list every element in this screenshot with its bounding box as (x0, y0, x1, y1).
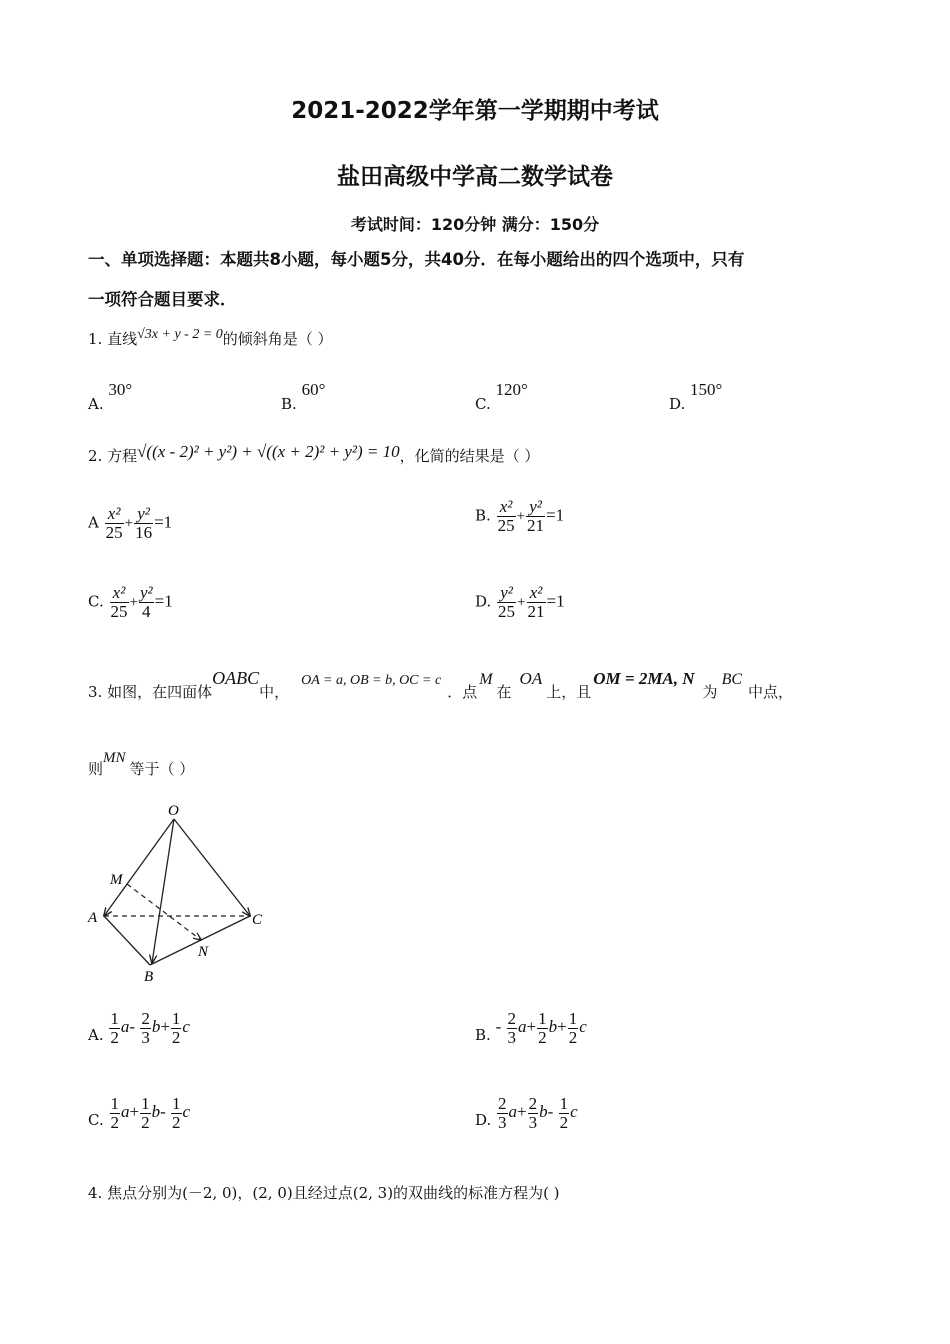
section-heading-line1: 一、单项选择题：本题共8小题，每小题5分，共40分．在每小题给出的四个选项中，只有 (88, 250, 745, 269)
question-3-line2: 则MN等于（ ） (88, 750, 195, 778)
edge-oa (104, 819, 174, 916)
q1-option-a: A. 30° (88, 380, 133, 413)
edge-ob (152, 819, 174, 963)
question-3-line1: 3. 如图，在四面体OABC中，OA = a, OB = b, OC = c．点M在OA上，且OM = 2MA, N为BC中点， (88, 668, 794, 701)
q2-option-a: A $\frac{\text{x²}}{25}$ + $\frac{\text{y²}}{16}$ =1 (88, 504, 173, 542)
tetrahedron-figure (82, 795, 282, 990)
label-b: B (144, 969, 154, 985)
q2-option-c: C. $\frac{\text{x²}}{25}$ + $\frac{\text{y²}}{4}$ =1 (88, 583, 173, 621)
exam-info: 考试时间：120分钟 满分：150分 (350, 215, 600, 234)
q2-prefix: 2. 方程 (88, 447, 138, 465)
label-m: M (110, 872, 123, 888)
q1-option-b: B. 60° (281, 380, 326, 413)
q1-option-d: D. 150° (669, 380, 723, 413)
q1-suffix: 的倾斜角是（ ） (222, 330, 333, 348)
q2-suffix: ，化简的结果是（ ） (399, 447, 540, 465)
q3-option-b: B. - $\frac{2}{3}$ a+ $\frac{1}{2}$ b+ $\frac{1}{2}$ c (475, 1009, 587, 1047)
q1-prefix: 1. 直线 (88, 330, 138, 348)
q3-option-c: C. $\frac{1}{2}$ a+ $\frac{1}{2}$ b- $\frac{1}{2}$ c (88, 1094, 191, 1132)
q3-option-a: A. $\frac{1}{2}$ a- $\frac{2}{3}$ b+ $\frac{1}{2}$ c (88, 1009, 190, 1047)
question-2 (88, 442, 540, 466)
q2-option-d: D. $\frac{\text{y²}}{25}$ + $\frac{\text{x²}}{21}$ =1 (475, 583, 565, 621)
label-c: C (252, 912, 263, 928)
school-title: 盐田高级中学高二数学试卷 (337, 164, 613, 190)
q1-option-c: C. 120° (475, 380, 528, 413)
q2-option-b: B. $\frac{\text{x²}}{25}$ + $\frac{\text{y²}}{21}$ =1 (475, 497, 565, 535)
label-n: N (198, 944, 209, 960)
edge-ab (104, 916, 150, 965)
section-heading-line2: 一项符合题目要求． (88, 290, 237, 309)
exam-title: 2021-2022学年第一学期期中考试 (291, 98, 659, 124)
q3-option-d: D. $\frac{2}{3}$ a+ $\frac{2}{3}$ b- $\frac{1}{2}$ c (475, 1094, 578, 1132)
vector-mn (127, 884, 201, 940)
question-4: 4. 焦点分别为(－2, 0)，(2, 0)且经过点(2, 3)的双曲线的标准方程为( ) (88, 1184, 560, 1202)
question-1 (88, 328, 333, 349)
edge-oc (174, 819, 250, 916)
q1-equation: √3x + y - 2 = 0 (137, 327, 223, 342)
label-a: A (88, 910, 98, 926)
q2-equation: √((x - 2)² + y²) + √((x + 2)² + y²) = 10 (137, 442, 400, 461)
label-o: O (168, 803, 179, 819)
